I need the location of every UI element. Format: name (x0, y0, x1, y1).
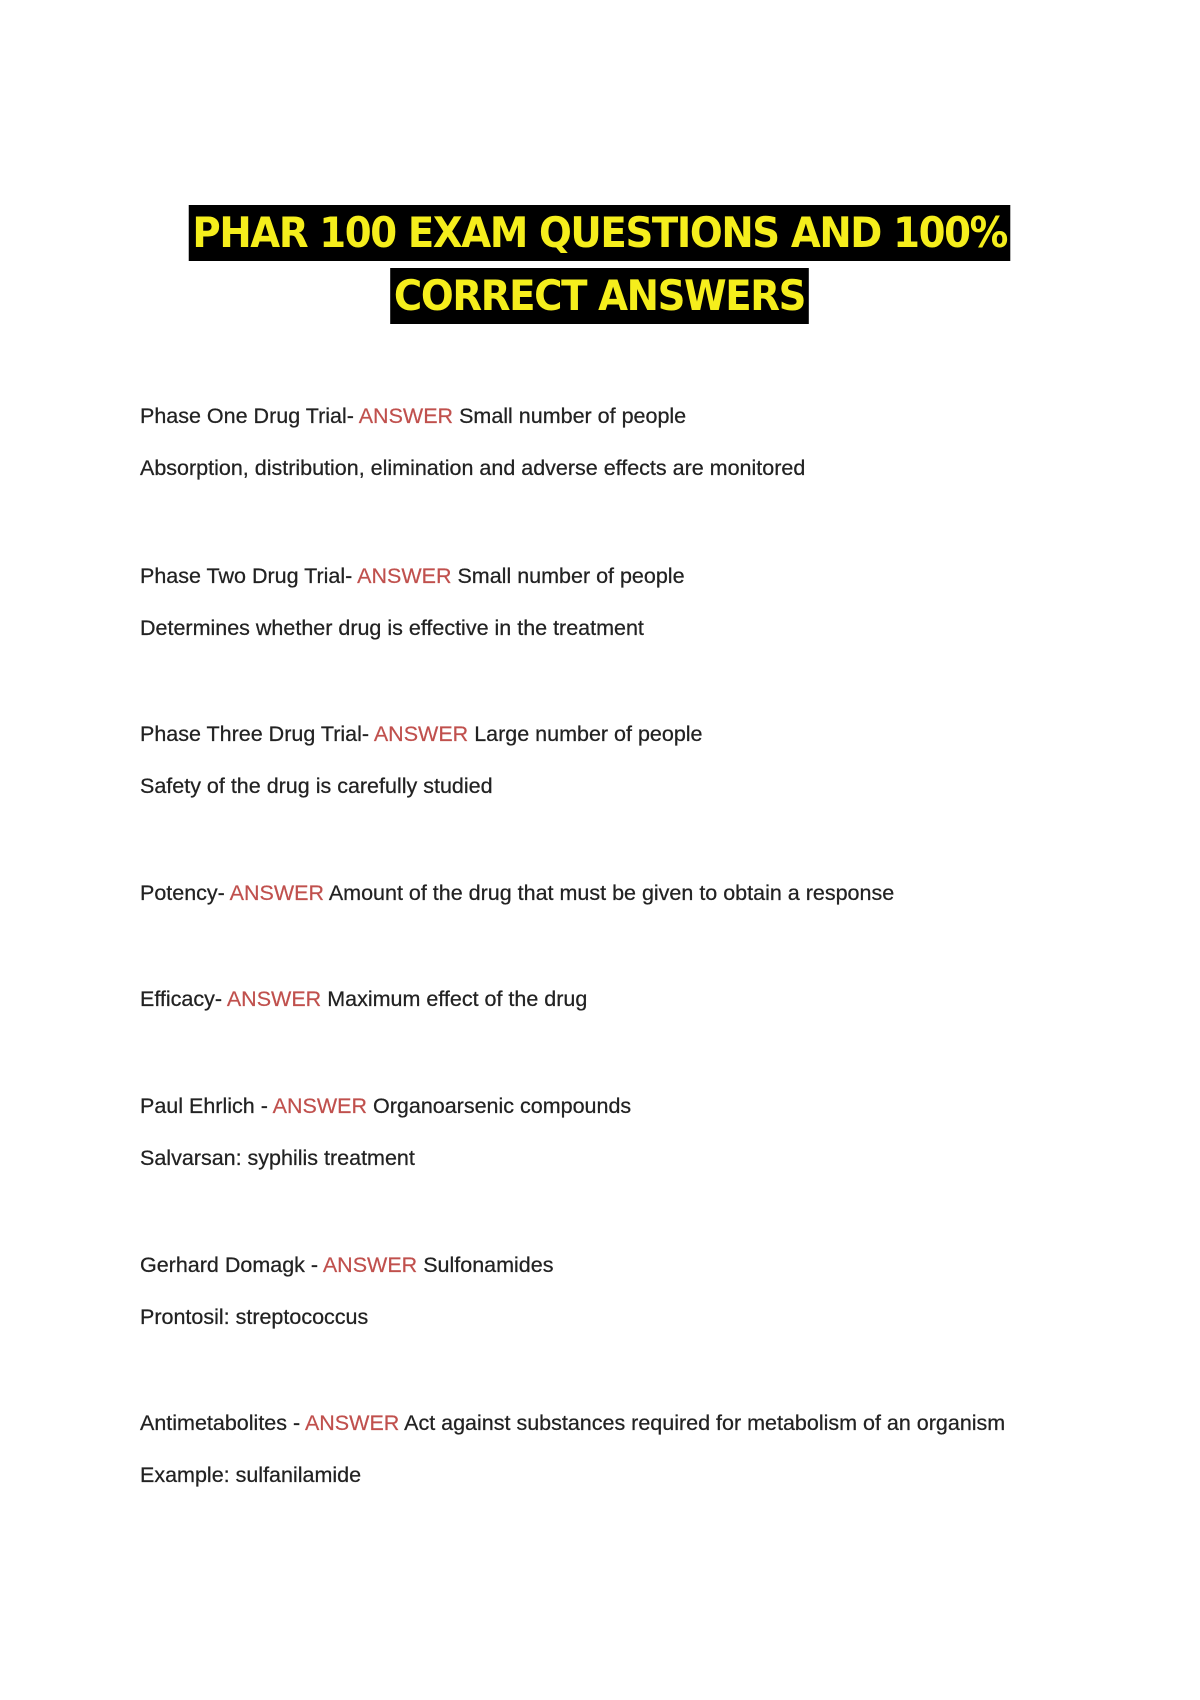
qa-entry (140, 1407, 1020, 1491)
qa-question-line (140, 1249, 1020, 1281)
qa-question-line (140, 560, 1020, 592)
qa-entry (140, 983, 1020, 1015)
qa-question-line (140, 983, 1020, 1015)
title-line-1: PHAR 100 EXAM QUESTIONS AND 100% (189, 205, 1011, 261)
qa-entry (140, 1249, 1020, 1333)
qa-term: Phase One Drug Trial- (140, 404, 354, 428)
qa-entry (140, 560, 1020, 644)
qa-term: Paul Ehrlich - (140, 1094, 268, 1118)
qa-detail: Prontosil: streptococcus (140, 1305, 369, 1329)
answer-tag: ANSWER (373, 722, 469, 746)
qa-entry (140, 400, 1020, 484)
qa-entry (140, 877, 1020, 909)
qa-detail: Absorption, distribution, elimination and adverse effects are monitored (140, 456, 806, 480)
qa-answer: Act against substances required for metabolism of an organism (404, 1411, 1006, 1435)
qa-answer: Sulfonamides (423, 1253, 554, 1277)
qa-entry (140, 1090, 1020, 1174)
qa-question-line (140, 1407, 1020, 1439)
qa-term: Phase Three Drug Trial- (140, 722, 370, 746)
qa-term: Potency- (140, 881, 225, 905)
qa-answer: Maximum effect of the drug (327, 987, 588, 1011)
qa-question-line (140, 718, 1020, 750)
answer-tag: ANSWER (357, 564, 452, 588)
qa-entry (140, 718, 1020, 802)
qa-detail: Safety of the drug is carefully studied (140, 774, 493, 798)
qa-detail: Salvarsan: syphilis treatment (140, 1146, 415, 1170)
answer-tag: ANSWER (322, 1253, 418, 1277)
title-line-2: CORRECT ANSWERS (391, 268, 810, 324)
qa-term: Efficacy- (140, 987, 223, 1011)
answer-tag: ANSWER (272, 1094, 368, 1118)
qa-detail: Determines whether drug is effective in the treatment (140, 616, 644, 640)
qa-detail: Example: sulfanilamide (140, 1463, 362, 1487)
answer-tag: ANSWER (358, 404, 454, 428)
qa-answer: Amount of the drug that must be given to obtain a response (328, 881, 895, 905)
qa-term: Phase Two Drug Trial- (140, 564, 353, 588)
qa-answer: Small number of people (459, 404, 687, 428)
answer-tag: ANSWER (229, 881, 325, 905)
qa-answer: Organoarsenic compounds (373, 1094, 632, 1118)
qa-answer: Large number of people (474, 722, 703, 746)
qa-question-line (140, 400, 1020, 432)
answer-tag: ANSWER (226, 987, 322, 1011)
qa-answer: Small number of people (457, 564, 685, 588)
answer-tag: ANSWER (304, 1411, 400, 1435)
qa-question-line (140, 877, 1020, 909)
qa-term: Gerhard Domagk - (140, 1253, 319, 1277)
document-title (0, 205, 1200, 324)
qa-question-line (140, 1090, 1020, 1122)
qa-term: Antimetabolites - (140, 1411, 301, 1435)
